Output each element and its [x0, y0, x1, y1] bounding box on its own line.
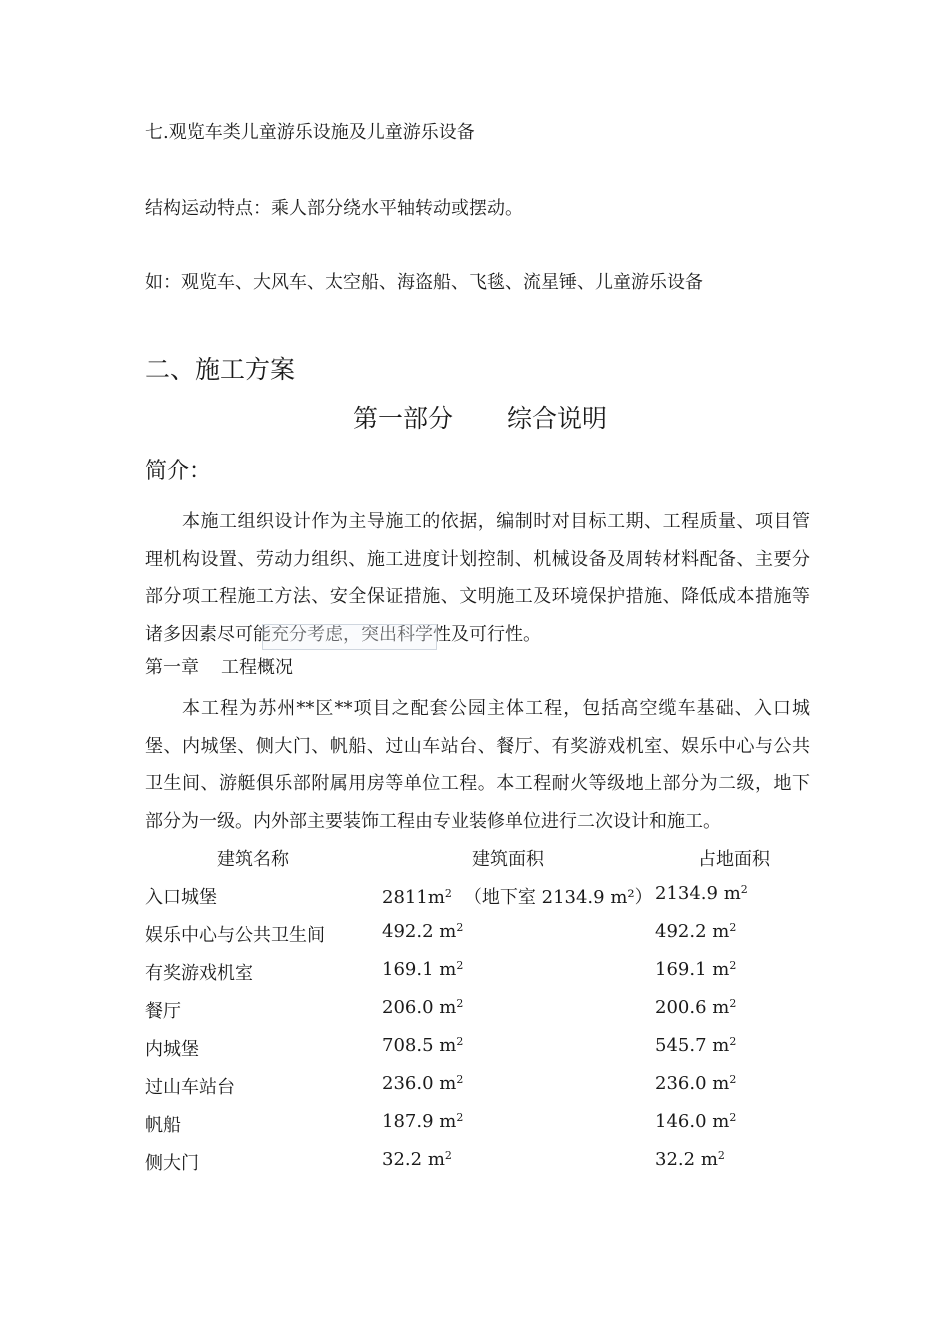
land-area-cell — [655, 997, 736, 1018]
land-area-value: 169.1 — [655, 959, 707, 980]
building-area-value: 206.0 — [382, 997, 434, 1018]
table-header-row — [145, 845, 810, 883]
land-area-value: 32.2 — [655, 1149, 696, 1170]
land-area-cell — [655, 1149, 725, 1170]
land-area-value: 200.6 — [655, 997, 707, 1018]
area-unit: m — [712, 921, 730, 942]
building-name-cell: 入口城堡 — [145, 887, 217, 908]
building-area-note: （地下室 2134.9 m²） — [463, 887, 653, 908]
chapter-one-label: 第一章 — [145, 657, 199, 678]
area-unit: m — [439, 921, 457, 942]
area-unit-superscript: 2 — [456, 1111, 464, 1124]
overview-paragraph: 本工程为苏州**区**项目之配套公园主体工程，包括高空缆车基础、入口城堡、内城堡、侧大门、帆船、过山车站台、餐厅、有奖游戏机室、娱乐中心与公共卫生间、游艇俱乐部附属用房等单位工程。本工程耐火等级地上部分为二级，地下部分为一级。内外部主要装饰工程由专业装修单位进行二次设计和施工。 — [145, 698, 810, 832]
section-two-title: 二、施工方案 — [145, 355, 296, 384]
building-name-cell: 帆船 — [145, 1115, 181, 1136]
area-unit-superscript: 2 — [729, 959, 737, 972]
area-unit: m — [723, 883, 741, 904]
building-area-value: 492.2 — [382, 921, 434, 942]
land-area-value: 236.0 — [655, 1073, 707, 1094]
building-area-value: 169.1 — [382, 959, 434, 980]
area-unit-superscript: 2 — [729, 997, 737, 1010]
area-unit-superscript: 2 — [444, 1149, 452, 1162]
area-unit-superscript: 2 — [456, 1073, 464, 1086]
area-unit: m — [700, 1149, 718, 1170]
building-name-cell: 有奖游戏机室 — [145, 963, 253, 984]
land-area-cell — [655, 921, 736, 942]
chapter-one-title — [145, 659, 293, 677]
land-area-cell — [655, 1111, 736, 1132]
building-area-cell — [382, 921, 463, 942]
header-building-area: 建筑面积 — [472, 849, 544, 870]
area-unit-superscript: 2 — [456, 921, 464, 934]
table-row — [145, 1073, 810, 1111]
table-row — [145, 1111, 810, 1149]
building-area-cell — [382, 1035, 463, 1056]
table-row — [145, 959, 810, 997]
land-area-cell — [655, 1073, 736, 1094]
intro-heading: 简介： — [145, 459, 212, 484]
area-unit-superscript: 2 — [729, 1035, 737, 1048]
area-unit-superscript: 2 — [444, 887, 452, 900]
table-body — [145, 883, 810, 1187]
area-table — [145, 845, 810, 1187]
building-area-cell — [382, 1149, 452, 1170]
area-unit: m — [439, 1073, 457, 1094]
area-unit: m — [712, 1073, 730, 1094]
building-area-value: 2811 — [382, 887, 428, 908]
building-name-cell: 娱乐中心与公共卫生间 — [145, 925, 325, 946]
header-land-area: 占地面积 — [698, 849, 770, 870]
table-row — [145, 883, 810, 921]
building-area-value: 236.0 — [382, 1073, 434, 1094]
motion-feature-text: 结构运动特点：乘人部分绕水平轴转动或摆动。 — [145, 198, 523, 219]
header-building-name: 建筑名称 — [217, 849, 289, 870]
table-row — [145, 921, 810, 959]
building-area-cell — [382, 997, 463, 1018]
chapter-one-heading: 工程概况 — [221, 657, 293, 678]
building-area-cell — [382, 883, 653, 909]
land-area-cell — [655, 1035, 736, 1056]
area-unit: m — [712, 1035, 730, 1056]
part-one-title — [353, 406, 607, 431]
land-area-value: 492.2 — [655, 921, 707, 942]
building-area-value: 187.9 — [382, 1111, 434, 1132]
table-row — [145, 1035, 810, 1073]
watermark-box — [262, 624, 437, 650]
area-unit: m — [712, 997, 730, 1018]
area-unit: m — [712, 1111, 730, 1132]
area-unit-superscript: 2 — [456, 997, 464, 1010]
area-unit: m — [427, 1149, 445, 1170]
area-unit: m — [427, 887, 445, 908]
building-area-cell — [382, 959, 463, 980]
area-unit: m — [439, 1111, 457, 1132]
examples-text: 如：观览车、大风车、太空船、海盗船、飞毯、流星锤、儿童游乐设备 — [145, 272, 703, 293]
land-area-value: 545.7 — [655, 1035, 707, 1056]
area-unit-superscript: 2 — [729, 1073, 737, 1086]
area-unit: m — [439, 997, 457, 1018]
area-unit-superscript: 2 — [729, 921, 737, 934]
area-unit-superscript: 2 — [717, 1149, 725, 1162]
section-seven-title: 七.观览车类儿童游乐设施及儿童游乐设备 — [145, 122, 475, 143]
land-area-cell — [655, 959, 736, 980]
area-unit: m — [439, 1035, 457, 1056]
land-area-value: 2134.9 — [655, 883, 718, 904]
part-one-label: 第一部分 — [353, 404, 454, 433]
building-name-cell: 过山车站台 — [145, 1077, 235, 1098]
area-unit-superscript: 2 — [456, 959, 464, 972]
table-row — [145, 1149, 810, 1187]
building-name-cell: 侧大门 — [145, 1153, 199, 1174]
building-name-cell: 内城堡 — [145, 1039, 199, 1060]
area-unit-superscript: 2 — [740, 883, 748, 896]
building-area-value: 708.5 — [382, 1035, 434, 1056]
area-unit-superscript: 2 — [729, 1111, 737, 1124]
intro-paragraph: 本施工组织设计作为主导施工的依据，编制时对目标工期、工程质量、项目管理机构设置、劳动力组织、施工进度计划控制、机械设备及周转材料配备、主要分部分项工程施工方法、安全保证措施、文明施工及环境保护措施、降低成本措施等诸多因素尽可能充分考虑，突出科学性及可行性。 — [145, 511, 810, 645]
land-area-cell — [655, 883, 748, 904]
table-row — [145, 997, 810, 1035]
building-area-cell — [382, 1073, 463, 1094]
land-area-value: 146.0 — [655, 1111, 707, 1132]
building-area-cell — [382, 1111, 463, 1132]
building-name-cell: 餐厅 — [145, 1001, 181, 1022]
area-unit: m — [439, 959, 457, 980]
area-unit-superscript: 2 — [456, 1035, 464, 1048]
building-area-value: 32.2 — [382, 1149, 423, 1170]
area-unit: m — [712, 959, 730, 980]
part-one-heading: 综合说明 — [507, 404, 608, 433]
